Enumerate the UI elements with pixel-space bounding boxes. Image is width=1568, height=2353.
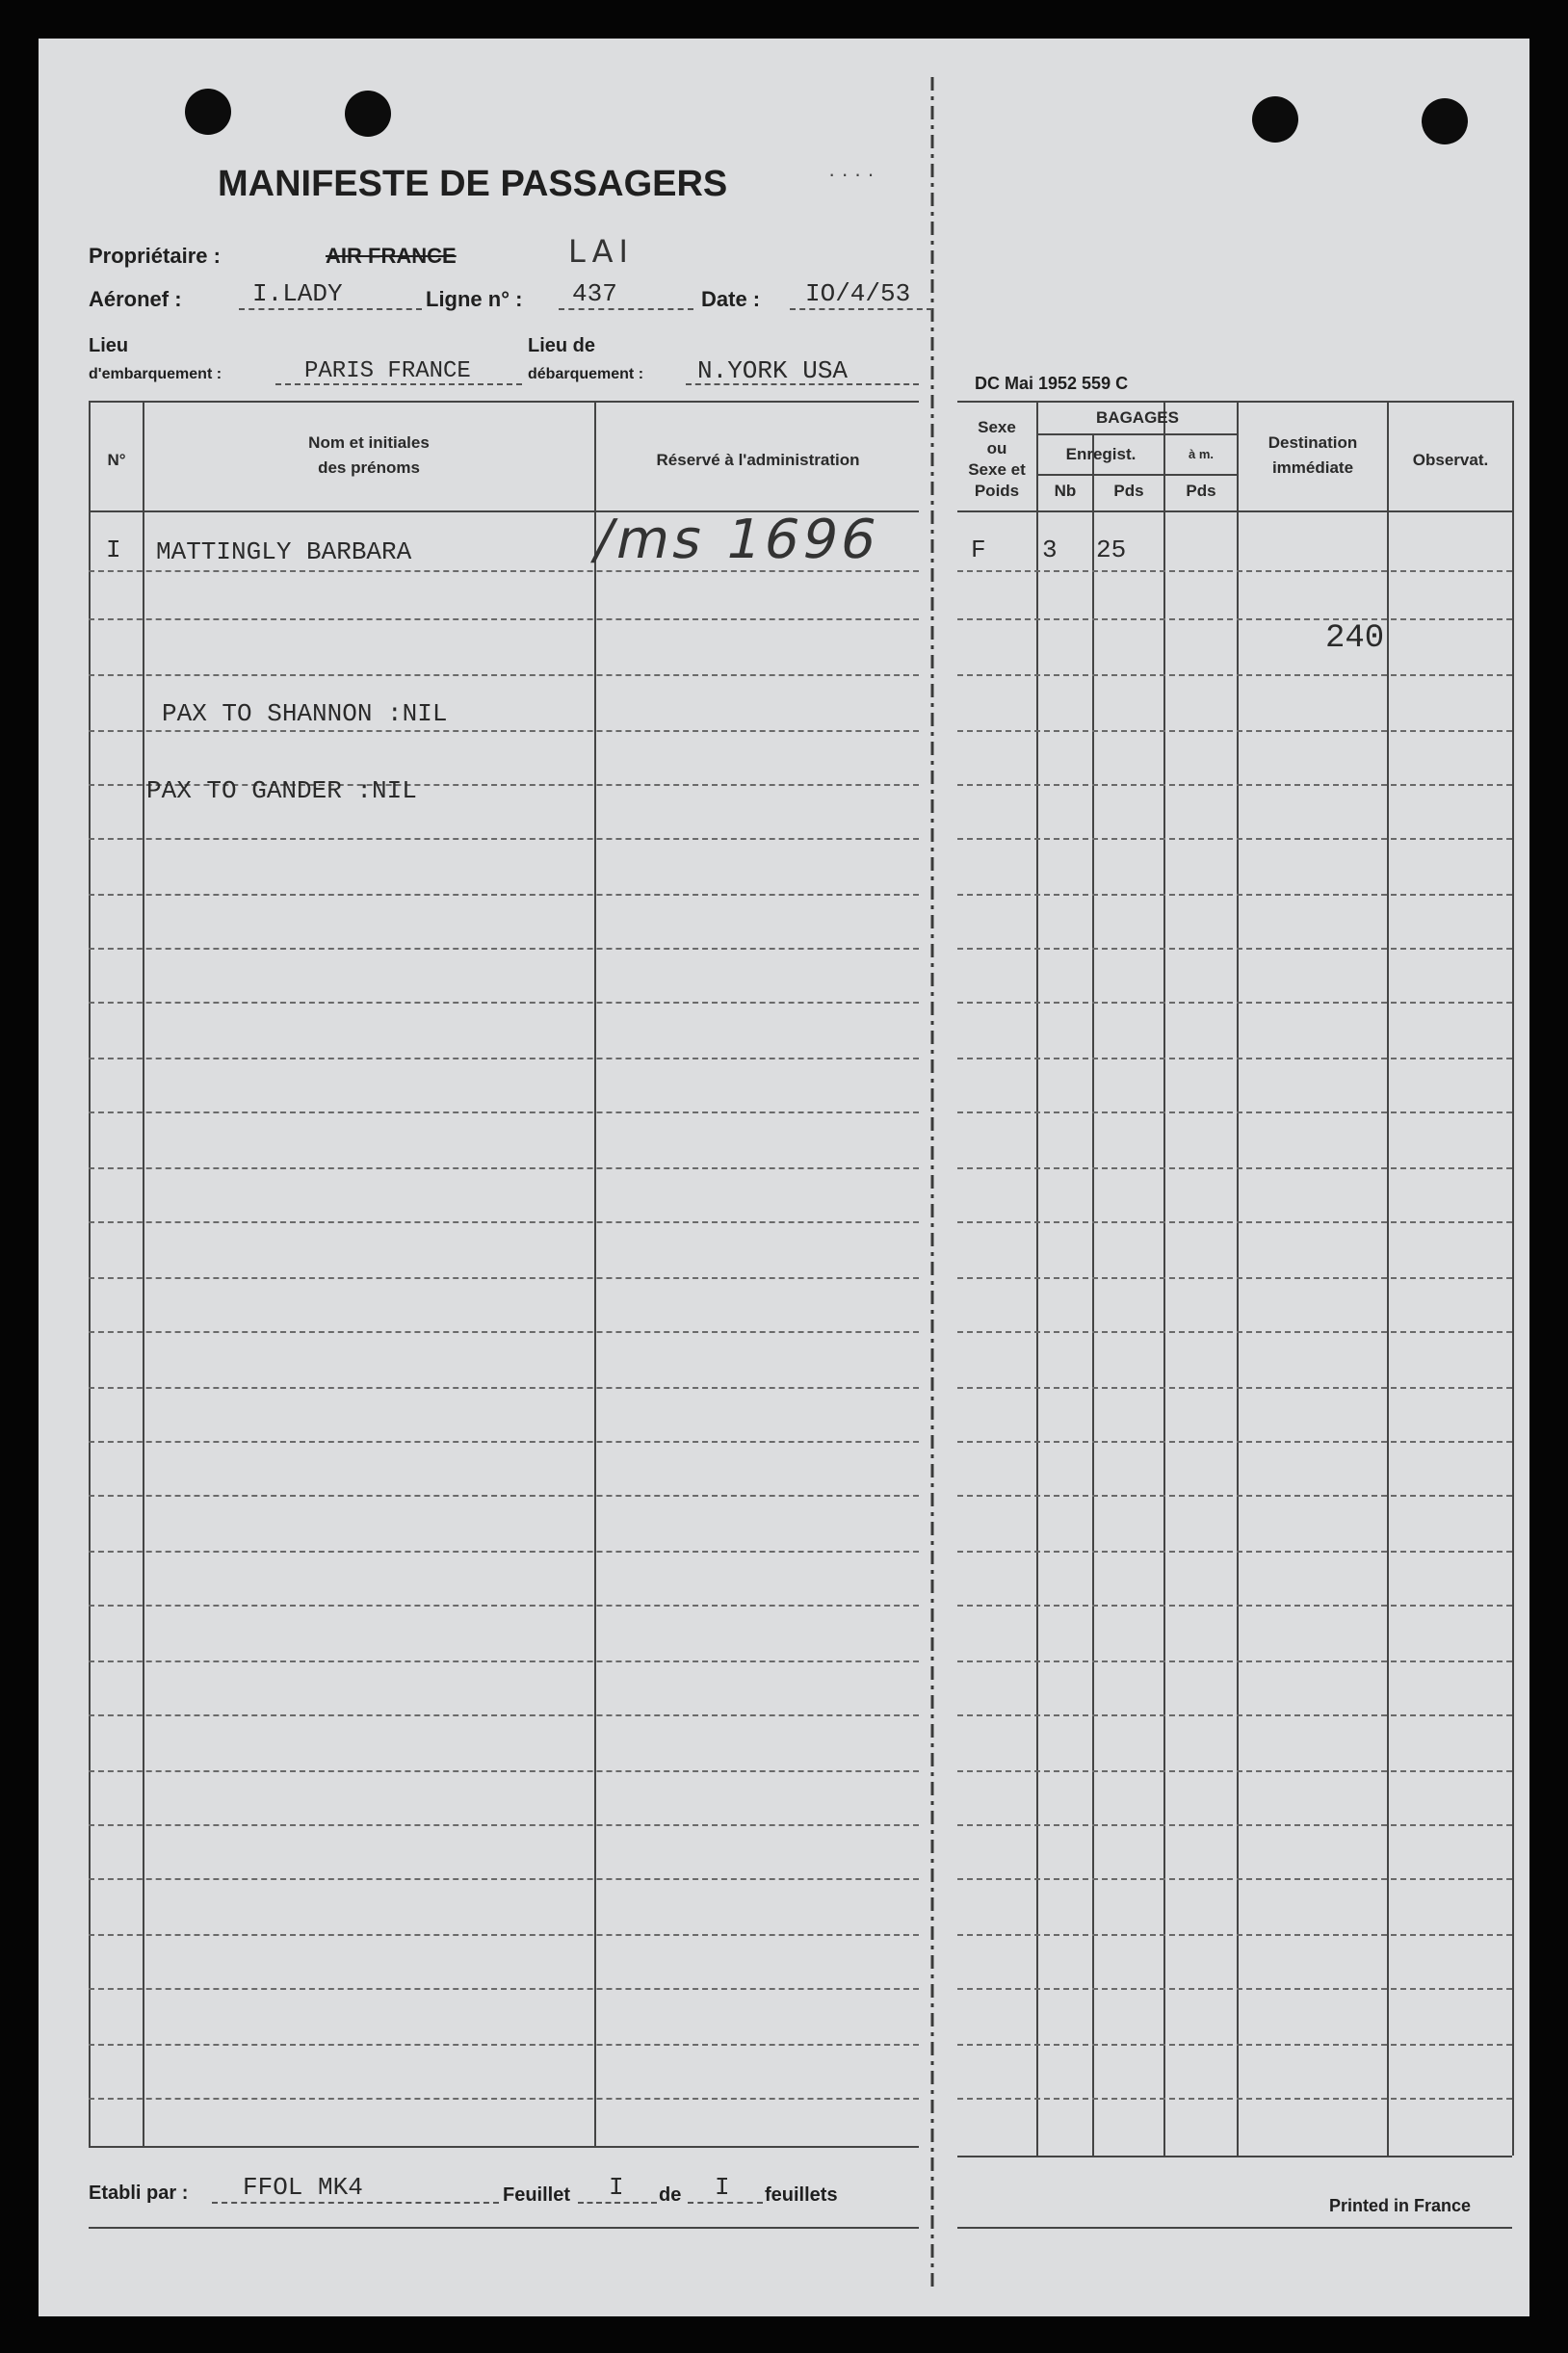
col-header-sexe-2: ou	[986, 439, 1007, 458]
date-value: IO/4/53	[805, 279, 911, 308]
date-underline	[790, 308, 932, 310]
debarquement-underline	[686, 383, 919, 385]
lieu-de-label: Lieu de	[528, 335, 596, 356]
punch-hole	[1422, 98, 1468, 144]
de-underline	[688, 2202, 763, 2204]
feuillets-label: feuillets	[765, 2184, 838, 2206]
footer-rule-right	[957, 2227, 1512, 2229]
debarquement-label: débarquement :	[528, 366, 644, 382]
form-code: DC Mai 1952 559 C	[975, 374, 1129, 393]
etabli-label: Etabli par :	[89, 2183, 189, 2204]
proprietaire-handwritten: LAI	[568, 233, 634, 270]
col-header-pds: Pds	[1113, 482, 1144, 500]
aeronef-label: Aéronef :	[89, 287, 182, 311]
col-line	[594, 401, 596, 2146]
aeronef-underline	[239, 308, 422, 310]
embarquement-label: d'embarquement :	[89, 366, 222, 382]
col-header-main: à m.	[1188, 447, 1214, 461]
col-header-sexe: Sexe	[978, 418, 1016, 436]
table-bottom-right	[957, 2156, 1512, 2157]
debarquement-value: N.YORK USA	[697, 356, 849, 385]
col-line	[1512, 401, 1514, 2156]
ligne-value: 437	[572, 279, 617, 308]
date-label: Date :	[701, 287, 761, 311]
col-line	[143, 401, 144, 2146]
row-sexe: F	[971, 536, 986, 564]
title-dots: · · · ·	[828, 162, 875, 186]
row-admin-handwritten: /ms 1696	[588, 509, 886, 571]
proprietaire-value: AIR FRANCE	[326, 244, 457, 268]
note-line: PAX TO SHANNON :NIL	[162, 699, 448, 728]
row-name: MATTINGLY BARBARA	[156, 537, 412, 566]
footer-rule-left	[89, 2227, 919, 2229]
annotation-number: 240	[1325, 620, 1385, 657]
punch-hole	[345, 91, 391, 137]
col-line	[1092, 433, 1094, 2156]
row-bagages-nb: 3	[1042, 536, 1058, 564]
col-header-destination: Destination	[1267, 433, 1358, 452]
col-header-nom: Nom et initiales	[308, 433, 430, 452]
note-line: PAX TO GANDER :NIL	[146, 776, 417, 805]
de-label: de	[659, 2184, 682, 2206]
punch-hole	[1252, 96, 1298, 143]
col-header-no: N°	[107, 451, 126, 469]
etabli-underline	[212, 2202, 499, 2204]
table-top-border-left	[89, 401, 919, 403]
col-line	[89, 401, 91, 2146]
proprietaire-label: Propriétaire :	[89, 244, 221, 268]
col-header-destination-2: immédiate	[1271, 458, 1354, 477]
embarquement-value: PARIS FRANCE	[304, 358, 471, 384]
table-bottom-left	[89, 2146, 919, 2148]
col-header-bagages: BAGAGES	[1096, 408, 1179, 427]
bagages-subline	[1036, 433, 1237, 435]
ligne-underline	[559, 308, 693, 310]
col-header-sexe-3: Sexe et	[968, 460, 1026, 479]
punch-hole	[185, 89, 231, 135]
embarquement-underline	[275, 383, 522, 385]
col-header-enregist: Enregist.	[1065, 445, 1137, 463]
row-no: I	[106, 536, 121, 564]
table-header-bottom-right	[957, 510, 1512, 512]
row-bagages-pds: 25	[1096, 536, 1127, 564]
de-value: I	[715, 2173, 730, 2202]
page-title: MANIFESTE DE PASSAGERS	[218, 164, 728, 204]
aeronef-value: I.LADY	[252, 279, 343, 308]
feuillet-value: I	[609, 2173, 624, 2202]
lieu-label: Lieu	[89, 335, 129, 356]
col-header-sexe-4: Poids	[974, 482, 1020, 500]
col-header-nom-2: des prénoms	[318, 458, 420, 477]
center-fold-perforation	[927, 39, 938, 2316]
col-header-pds-2: Pds	[1186, 482, 1216, 500]
ligne-label: Ligne n° :	[426, 287, 523, 311]
bagages-subline	[1036, 474, 1237, 476]
printed-in: Printed in France	[1329, 2196, 1472, 2215]
etabli-value: FFOL MK4	[243, 2173, 363, 2202]
col-header-observ: Observat.	[1412, 451, 1489, 469]
col-header-nb: Nb	[1054, 482, 1077, 500]
col-header-admin: Réservé à l'administration	[656, 451, 860, 469]
feuillet-label: Feuillet	[503, 2184, 571, 2206]
feuillet-underline	[578, 2202, 657, 2204]
table-top-border-right	[957, 401, 1512, 403]
